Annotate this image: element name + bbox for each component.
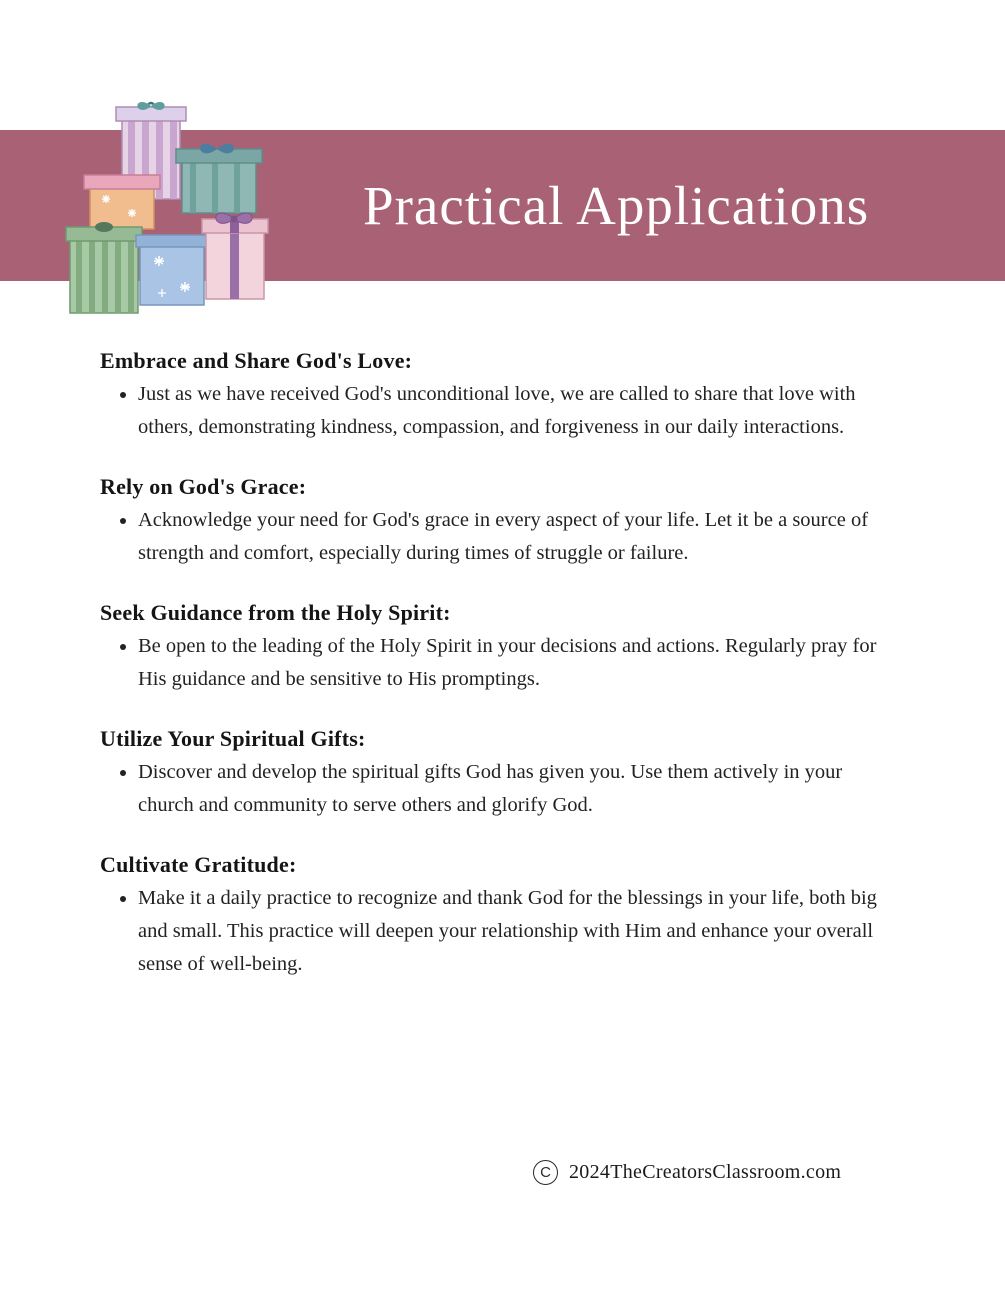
section-embrace-love [100,348,910,444]
bullet-list [100,756,910,822]
bullet-item: • Be open to the leading of the Holy Spirit in your decisions and actions. Regularly pray for His guidance and be sensitive to His promptings. [138,630,886,696]
section-heading: Rely on God's Grace: [100,474,307,499]
page-title: Practical Applications [363,175,870,236]
section-rely-grace [100,474,910,570]
footer-url-text: 2024TheCreatorsClassroom.com [569,1161,842,1183]
gift-boxes-icon [62,95,300,327]
bullet-list [100,630,910,696]
section-heading: Utilize Your Spiritual Gifts: [100,726,366,751]
bullet-item: • Acknowledge your need for God's grace in every aspect of your life. Let it be a source of strength and comfort, especially during times of struggle or failure. [138,504,886,570]
section-cultivate-gratitude [100,852,910,981]
section-heading: Embrace and Share God's Love: [100,348,413,373]
bullet-item: • Discover and develop the spiritual gifts God has given you. Use them actively in your church and community to serve others and glorify God. [138,756,886,822]
body-content [100,348,910,1011]
section-heading: Seek Guidance from the Holy Spirit: [100,600,451,625]
bullet-item: • Just as we have received God's unconditional love, we are called to share that love with others, demonstrating kindness, compassion, and forgiveness in our daily interactions. [138,378,886,444]
copyright-icon: C [533,1160,558,1185]
section-heading: Cultivate Gratitude: [100,852,297,877]
bullet-list [100,504,910,570]
section-spiritual-gifts [100,726,910,822]
bullet-item: • Make it a daily practice to recognize and thank God for the blessings in your life, both big and small. This practice will deepen your relationship with Him and enhance your overall sense of well-being. [138,882,886,981]
bullet-list [100,882,910,981]
section-seek-guidance [100,600,910,696]
bullet-list [100,378,910,444]
footer [533,1160,841,1185]
